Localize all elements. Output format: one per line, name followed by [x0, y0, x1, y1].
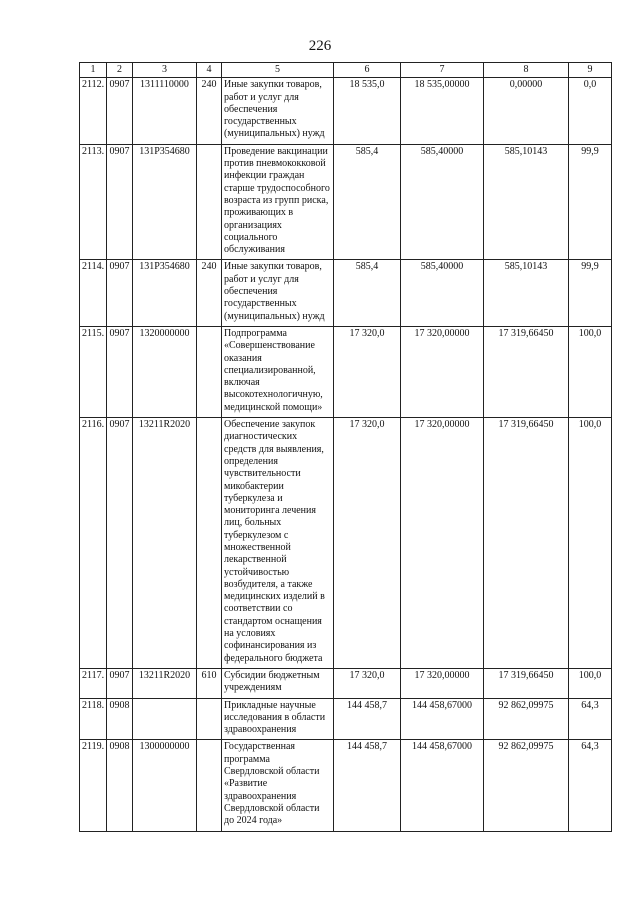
execution-percent: 100,0 [569, 326, 612, 417]
executed-amount: 585,10143 [484, 260, 569, 326]
section-code: 0907 [107, 418, 133, 669]
column-header: 2 [107, 63, 133, 78]
column-header: 5 [222, 63, 334, 78]
expense-type [197, 418, 222, 669]
execution-percent: 64,3 [569, 698, 612, 740]
item-name: Подпрограмма «Совершенствование оказания специализированной, включая высокотехнологичную, медицинской помощи» [222, 326, 334, 417]
plan-amount: 17 320,0 [334, 418, 401, 669]
plan-amount: 18 535,0 [334, 78, 401, 144]
row-number: 2114. [80, 260, 107, 326]
section-code: 0907 [107, 668, 133, 698]
row-number: 2119. [80, 740, 107, 831]
table-row [80, 144, 612, 260]
row-number: 2118. [80, 698, 107, 740]
target-code: 1320000000 [133, 326, 197, 417]
plan-amount: 144 458,7 [334, 740, 401, 831]
table-row [80, 260, 612, 326]
table-row [80, 78, 612, 144]
executed-amount: 92 862,09975 [484, 740, 569, 831]
table-row [80, 740, 612, 831]
row-number: 2115. [80, 326, 107, 417]
plan-amount: 17 320,0 [334, 668, 401, 698]
approved-amount: 585,40000 [401, 260, 484, 326]
section-code: 0907 [107, 260, 133, 326]
column-header: 1 [80, 63, 107, 78]
target-code: 131P354680 [133, 260, 197, 326]
expense-type [197, 740, 222, 831]
expense-type: 240 [197, 260, 222, 326]
approved-amount: 17 320,00000 [401, 326, 484, 417]
table-row [80, 418, 612, 669]
item-name: Прикладные научные исследования в области здравоохранения [222, 698, 334, 740]
section-code: 0907 [107, 144, 133, 260]
row-number: 2116. [80, 418, 107, 669]
expense-type: 610 [197, 668, 222, 698]
section-code: 0907 [107, 78, 133, 144]
execution-percent: 64,3 [569, 740, 612, 831]
item-name: Иные закупки товаров, работ и услуг для обеспечения государственных (муниципальных) нужд [222, 260, 334, 326]
table-header-row [80, 63, 612, 78]
table-row [80, 668, 612, 698]
execution-percent: 99,9 [569, 144, 612, 260]
plan-amount: 144 458,7 [334, 698, 401, 740]
target-code: 131P354680 [133, 144, 197, 260]
approved-amount: 144 458,67000 [401, 740, 484, 831]
execution-percent: 0,0 [569, 78, 612, 144]
executed-amount: 92 862,09975 [484, 698, 569, 740]
target-code: 13211R2020 [133, 668, 197, 698]
executed-amount: 585,10143 [484, 144, 569, 260]
execution-percent: 100,0 [569, 418, 612, 669]
section-code: 0908 [107, 740, 133, 831]
executed-amount: 17 319,66450 [484, 668, 569, 698]
expense-type [197, 698, 222, 740]
column-header: 3 [133, 63, 197, 78]
item-name: Обеспечение закупок диагностических средств для выявления, определения чувствительности микобактерии туберкулеза и мониторинга лечения лиц, больных туберкулезом с множественной лекарственной устойчивостью возбудителя, а также медицинских изделий в соответствии со стандартом оснащения на условиях софинансирования из федерального бюджета [222, 418, 334, 669]
approved-amount: 18 535,00000 [401, 78, 484, 144]
row-number: 2113. [80, 144, 107, 260]
column-header: 9 [569, 63, 612, 78]
plan-amount: 17 320,0 [334, 326, 401, 417]
executed-amount: 0,00000 [484, 78, 569, 144]
target-code: 1300000000 [133, 740, 197, 831]
item-name: Государственная программа Свердловской области «Развитие здравоохранения Свердловской области до 2024 года» [222, 740, 334, 831]
target-code: 13211R2020 [133, 418, 197, 669]
plan-amount: 585,4 [334, 260, 401, 326]
column-header: 8 [484, 63, 569, 78]
expense-type: 240 [197, 78, 222, 144]
table-row [80, 698, 612, 740]
target-code: 1311110000 [133, 78, 197, 144]
expense-type [197, 144, 222, 260]
page-number: 226 [308, 38, 332, 54]
item-name: Проведение вакцинации против пневмококковой инфекции граждан старше трудоспособного возраста из групп риска, проживающих в организациях социального обслуживания [222, 144, 334, 260]
approved-amount: 144 458,67000 [401, 698, 484, 740]
approved-amount: 585,40000 [401, 144, 484, 260]
table-row [80, 326, 612, 417]
column-header: 6 [334, 63, 401, 78]
approved-amount: 17 320,00000 [401, 668, 484, 698]
budget-table [79, 62, 612, 832]
execution-percent: 100,0 [569, 668, 612, 698]
execution-percent: 99,9 [569, 260, 612, 326]
approved-amount: 17 320,00000 [401, 418, 484, 669]
column-header: 7 [401, 63, 484, 78]
expense-type [197, 326, 222, 417]
plan-amount: 585,4 [334, 144, 401, 260]
section-code: 0907 [107, 326, 133, 417]
item-name: Субсидии бюджетным учреждениям [222, 668, 334, 698]
section-code: 0908 [107, 698, 133, 740]
executed-amount: 17 319,66450 [484, 418, 569, 669]
executed-amount: 17 319,66450 [484, 326, 569, 417]
target-code [133, 698, 197, 740]
item-name: Иные закупки товаров, работ и услуг для обеспечения государственных (муниципальных) нужд [222, 78, 334, 144]
column-header: 4 [197, 63, 222, 78]
row-number: 2112. [80, 78, 107, 144]
row-number: 2117. [80, 668, 107, 698]
